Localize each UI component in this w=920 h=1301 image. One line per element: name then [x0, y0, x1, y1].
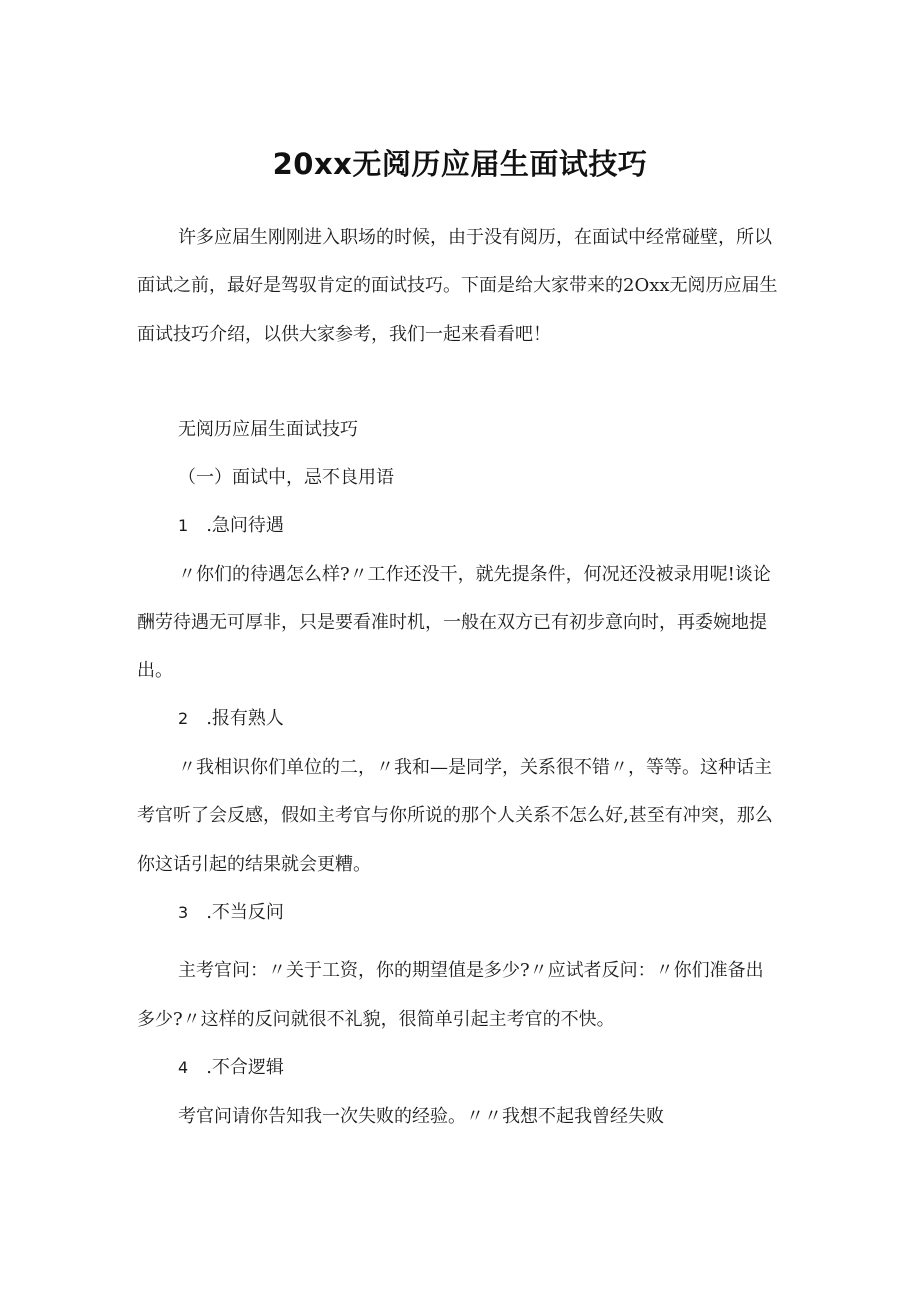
item-1-heading: [178, 514, 284, 538]
subsection-heading: （一）面试中，忌不良用语: [178, 467, 394, 488]
item-1-title: .急问待遇: [206, 515, 284, 536]
item-3-line-2: 多少?〃这样的反问就很不礼貌，很简单引起主考官的不快。: [137, 1009, 615, 1030]
item-2-line-2: 考官听了会反感，假如主考官与你所说的那个人关系不怎么好,甚至有冲突，那么: [137, 805, 773, 826]
item-4-title: .不合逻辑: [206, 1057, 284, 1078]
item-3-line-1: 主考官问：〃关于工资，你的期望值是多少?〃应试者反问：〃你们准备出: [178, 960, 764, 981]
document-title: 20xx无阅历应届生面试技巧: [272, 147, 648, 181]
item-2-line-3: 你这话引起的结果就会更糟。: [137, 854, 371, 875]
item-2-title: .报有熟人: [206, 708, 284, 729]
item-1-number: 1: [178, 516, 189, 535]
intro-line-2: 面试之前，最好是驾驭肯定的面试技巧。下面是给大家带来的2Oxx无阅历应届生: [137, 275, 778, 296]
item-2-number: 2: [178, 709, 189, 728]
item-1-line-3: 出。: [137, 660, 173, 681]
intro-line-3: 面试技巧介绍，以供大家参考，我们一起来看看吧！: [137, 324, 551, 345]
item-1-line-2: 酬劳待遇无可厚非，只是要看准时机，一般在双方已有初步意向时，再委婉地提: [137, 612, 767, 633]
intro-line-1: 许多应届生刚刚进入职场的时候，由于没有阅历，在面试中经常碰壁，所以: [178, 227, 772, 248]
item-4-line-1: 考官问请你告知我一次失败的经验。〃〃我想不起我曾经失败: [178, 1106, 664, 1127]
section-heading: 无阅历应届生面试技巧: [178, 419, 358, 440]
item-1-line-1: 〃你们的待遇怎么样?〃工作还没干，就先提条件，何况还没被录用呢!谈论: [178, 564, 771, 585]
item-3-title: .不当反问: [206, 902, 284, 923]
item-2-line-1: 〃我相识你们单位的二，〃我和—是同学，关系很不错〃，等等。这种话主: [178, 757, 772, 778]
item-4-number: 4: [178, 1058, 189, 1077]
item-3-heading: [178, 901, 284, 925]
item-3-number: 3: [178, 903, 189, 922]
item-4-heading: [178, 1056, 284, 1080]
item-2-heading: [178, 707, 284, 731]
